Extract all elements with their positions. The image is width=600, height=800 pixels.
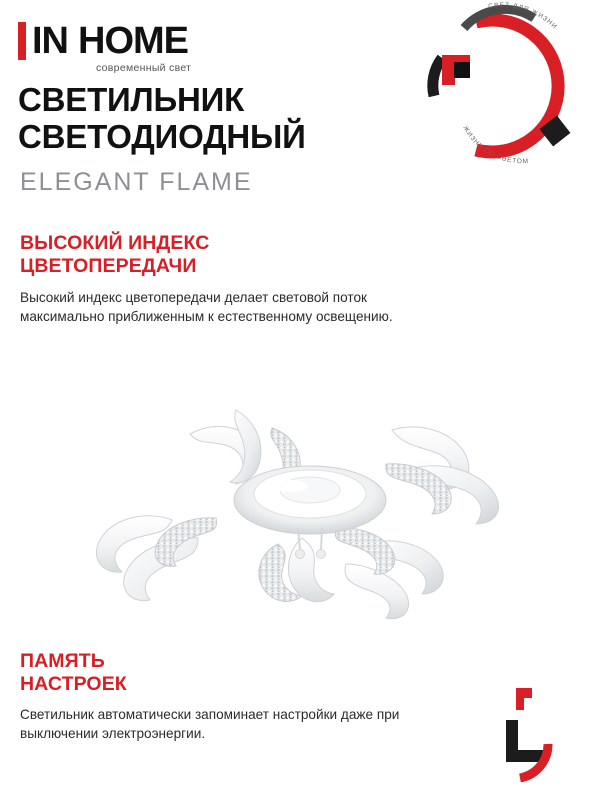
page-title [18, 82, 306, 156]
feature-block-color-rendering [20, 232, 420, 326]
feature-heading-line-1: ВЫСОКИЙ ИНДЕКС [20, 232, 210, 254]
feature-body-text: Светильник автоматически запоминает настройки даже при выключении электроэнергии. [20, 706, 400, 741]
feature-heading-line-1: ПАМЯТЬ [20, 650, 105, 672]
feature-heading-line-2: НАСТРОЕК [20, 672, 127, 695]
product-model-name: ELEGANT FLAME [20, 168, 253, 196]
emblem-arc-text-1: СВЕТ ДЛЯ ЖИЗНИ [487, 1, 559, 31]
red-bar-icon [18, 22, 26, 60]
footer-emblem-graphic [490, 682, 580, 782]
feature-body-text: Высокий индекс цветопередачи делает световой поток максимально приближенным к естественному освещению. [20, 289, 393, 324]
brand-logo-row [18, 22, 191, 60]
brand-tagline: современный свет [96, 62, 192, 74]
feature-heading [20, 650, 420, 696]
feature-heading-line-2: ЦВЕТОПЕРЕДАЧИ [20, 254, 197, 277]
feature-block-memory-settings [20, 650, 420, 743]
page-title-line-1: СВЕТИЛЬНИК [18, 81, 245, 118]
emblem-arc-text-2: ЖИЗНЬ СО СВЕТОМ [461, 124, 530, 166]
brand-emblem-graphic [412, 0, 592, 175]
brand-logo-in: IN [32, 20, 68, 62]
brand-logo-home: HOME [78, 20, 188, 62]
product-image [40, 368, 560, 630]
brand-logo [18, 22, 191, 74]
feature-heading [20, 232, 420, 278]
brand-logo-in-wrap [18, 22, 68, 60]
page-title-line-2: СВЕТОДИОДНЫЙ [18, 117, 306, 155]
